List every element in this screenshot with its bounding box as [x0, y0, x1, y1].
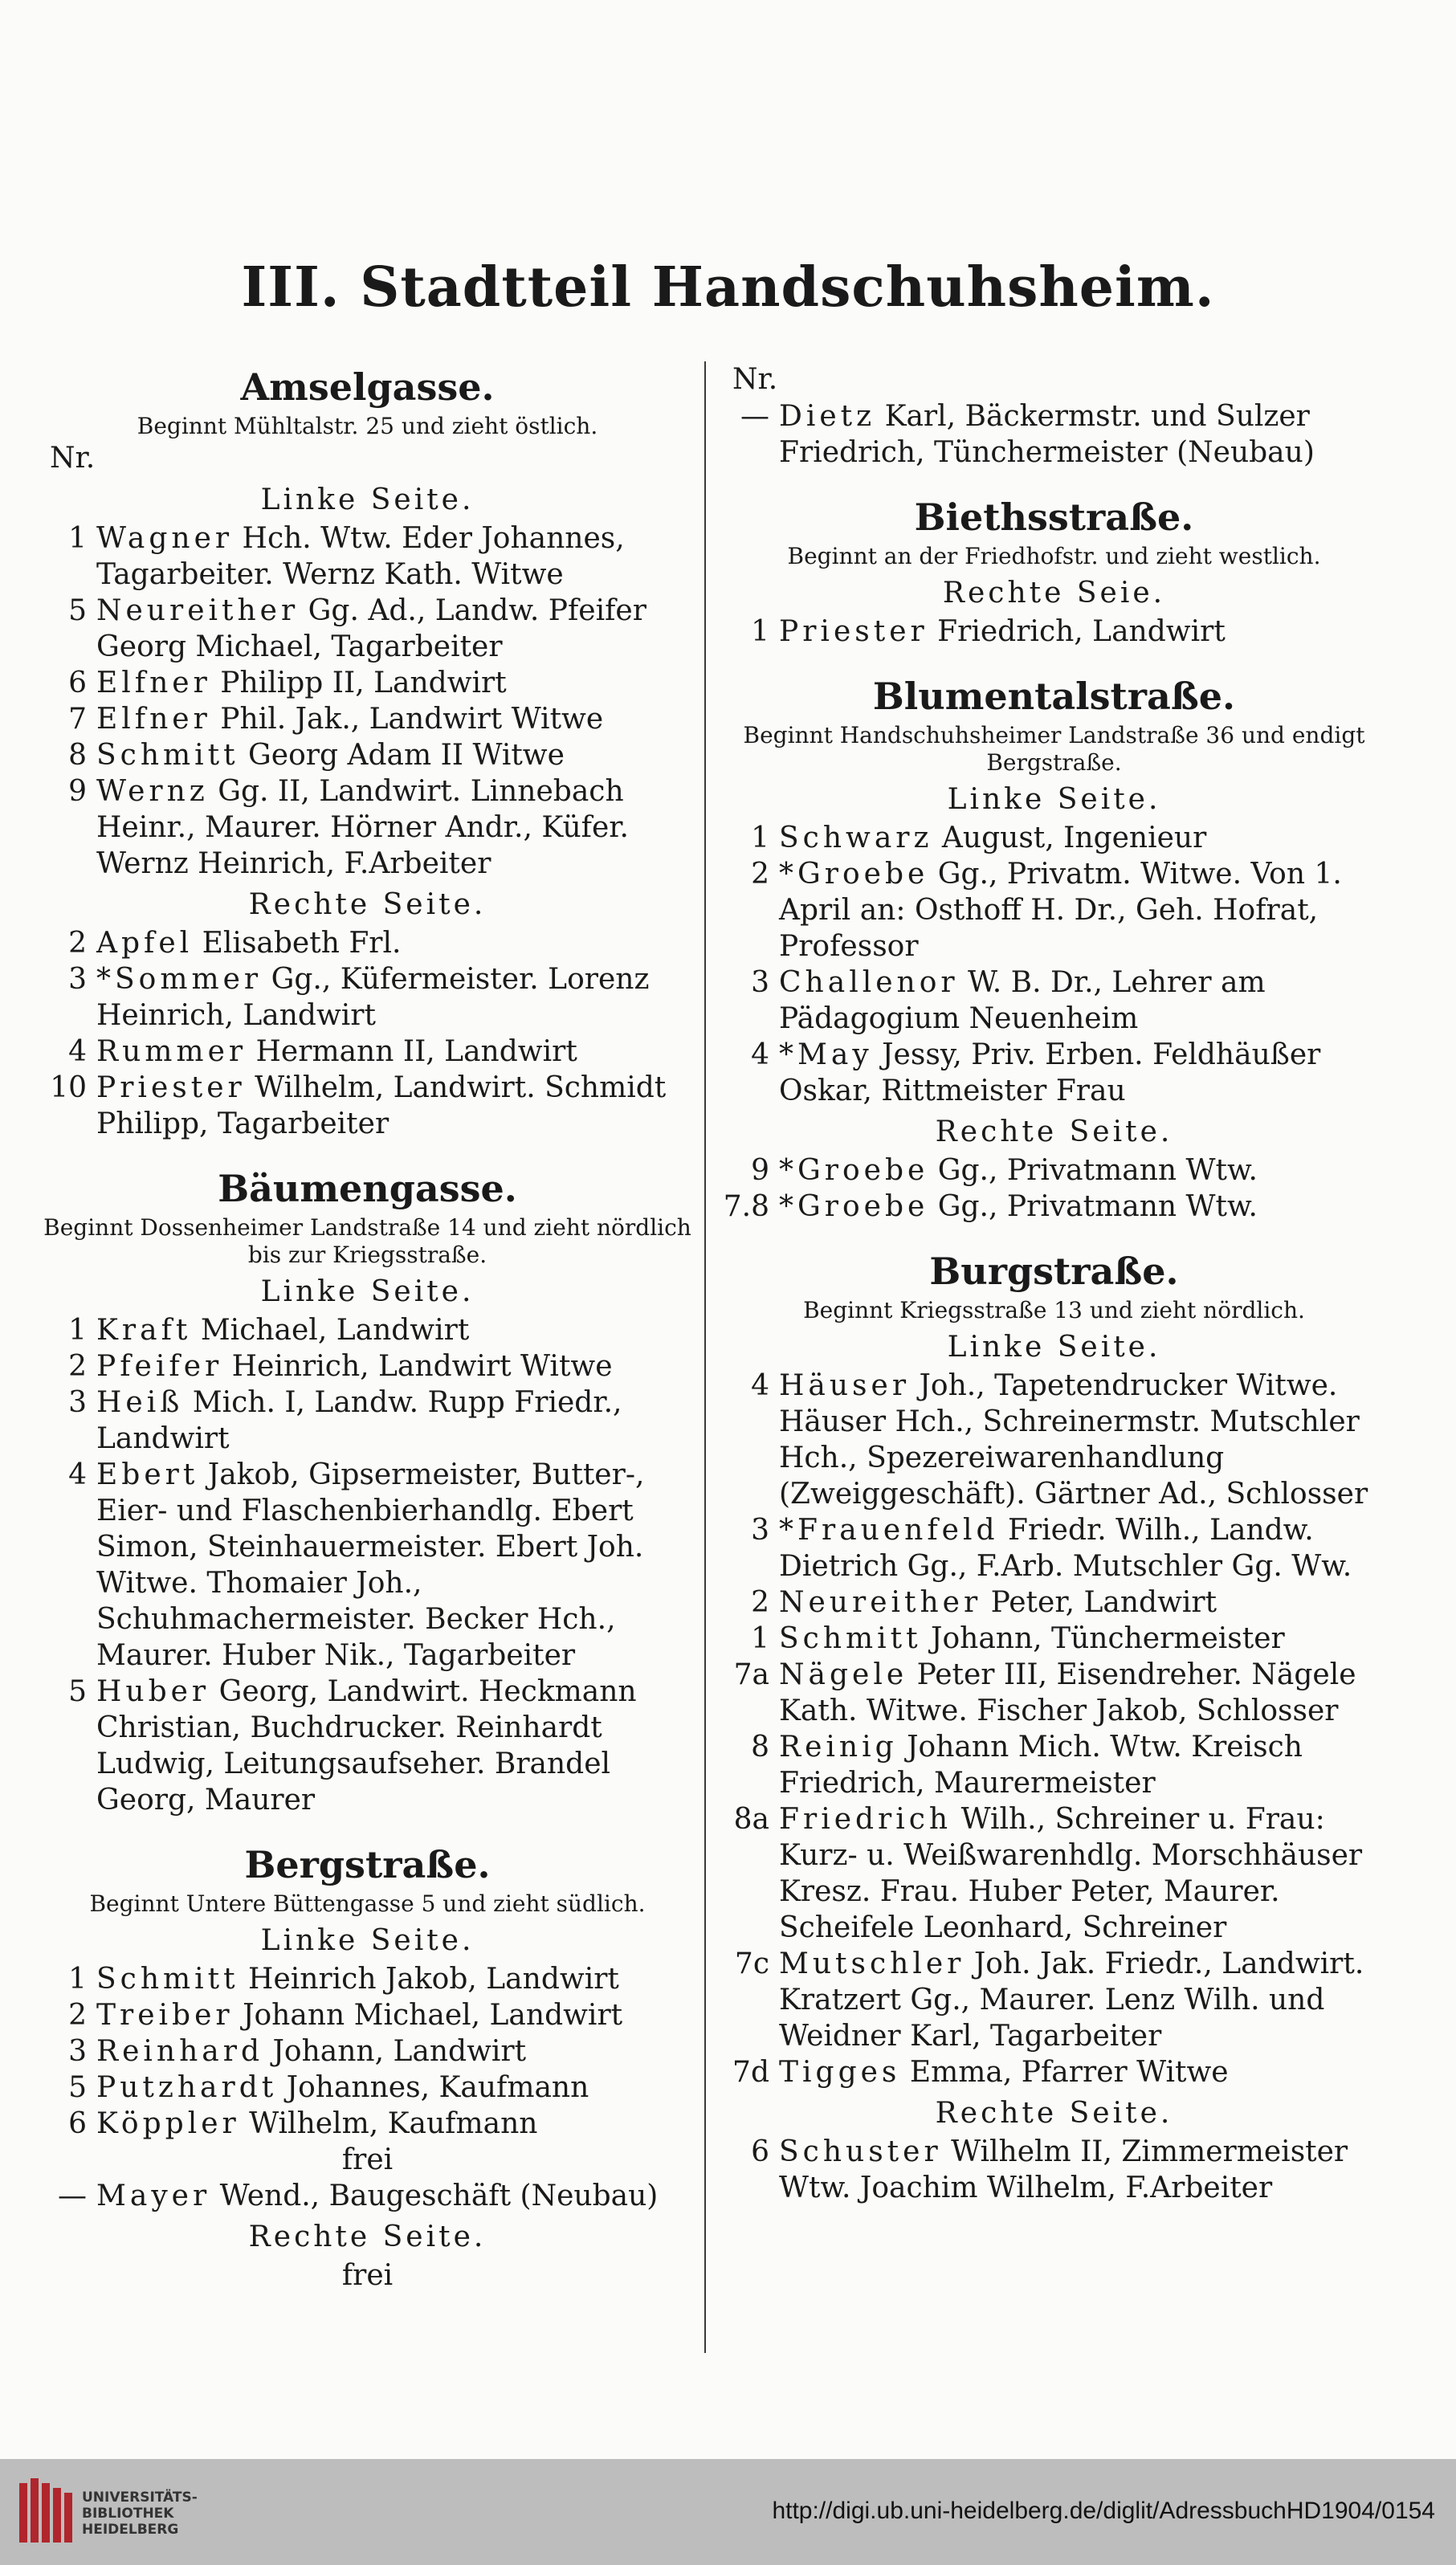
directory-entry	[32, 1674, 703, 1818]
resident-details: Georg Adam II Witwe	[248, 739, 565, 772]
house-number: 2	[68, 1350, 87, 1383]
entry-text	[96, 1034, 703, 1070]
resident-details: Hermann II, Landwirt	[255, 1035, 577, 1068]
resident-surname: Schuster	[779, 2135, 942, 2168]
resident-surname: Neureither	[779, 1586, 982, 1619]
entry-text	[96, 665, 703, 701]
street-name: Biethsstraße.	[914, 495, 1194, 539]
resident-surname: Reinig	[779, 1731, 898, 1764]
house-number: 3	[68, 2035, 87, 2068]
entry-text	[779, 2054, 1393, 2090]
directory-entry	[32, 520, 703, 593]
directory-entry	[32, 1070, 703, 1142]
street-description: Beginnt Handschuhsheimer Landstraße 36 und endigt Bergstraße.	[743, 722, 1365, 776]
entry-text	[779, 1801, 1393, 1946]
street-description: Beginnt Kriegsstraße 13 und zieht nördlich.	[803, 1297, 1305, 1323]
house-number: 2	[68, 927, 87, 960]
house-number: 1	[68, 1314, 87, 1347]
directory-entry	[32, 773, 703, 882]
house-number: 7.8	[723, 1190, 769, 1223]
street-description: Beginnt Dossenheimer Landstraße 14 und zieht nördlich bis zur Kriegsstraße.	[43, 1214, 691, 1268]
house-number: 3	[68, 963, 87, 996]
resident-surname: Häuser	[779, 1369, 911, 1402]
street-side-heading: Rechte Seite.	[935, 1115, 1173, 1148]
entry-text	[96, 701, 703, 737]
house-number: 7a	[733, 1658, 769, 1691]
resident-details: Joh., Tapetendrucker Witwe. Häuser Hch., Schreinermstr. Mutschler Hch., Spezereiwarenhandlung (Zweiggeschäft). Gärtner Ad., Schlosser	[779, 1369, 1368, 1511]
resident-surname: Apfel	[96, 927, 194, 960]
entry-text	[779, 1037, 1393, 1109]
resident-details: Johann Michael, Landwirt	[243, 1999, 623, 2032]
resident-details: Wilhelm II, Zimmermeister Wtw. Joachim Wilhelm, F.Arbeiter	[779, 2135, 1348, 2204]
directory-entry	[715, 1152, 1393, 1189]
directory-entry	[32, 2033, 703, 2070]
resident-surname: Wagner	[96, 522, 234, 555]
entry-text	[779, 1512, 1393, 1584]
entry-text	[779, 1584, 1393, 1621]
right-column	[715, 361, 1393, 2206]
resident-details: Philipp II, Landwirt	[220, 667, 507, 699]
resident-surname: Pfeifer	[96, 1350, 223, 1383]
entry-text	[96, 1674, 703, 1818]
entry-text	[96, 520, 703, 593]
vacant-lot-note: frei	[341, 2259, 394, 2292]
house-number: 3	[68, 1386, 87, 1419]
entry-text	[779, 1152, 1393, 1189]
directory-entry	[32, 1312, 703, 1348]
house-number: 1	[751, 822, 769, 854]
entry-text	[96, 1961, 703, 1997]
resident-details: Friedr. Wilh., Landw. Dietrich Gg., F.Arb. Mutschler Gg. Ww.	[779, 1514, 1352, 1583]
resident-surname: Challenor	[779, 966, 959, 999]
resident-surname: *Groebe	[779, 1154, 929, 1187]
resident-details: Peter III, Eisendreher. Nägele Kath. Witwe. Fischer Jakob, Schlosser	[779, 1658, 1356, 1727]
library-name-line: HEIDELBERG	[82, 2522, 179, 2538]
resident-surname: Schmitt	[96, 739, 239, 772]
resident-details: Johann Mich. Wtw. Kreisch Friedrich, Maurermeister	[779, 1731, 1303, 1800]
resident-surname: *Groebe	[779, 858, 929, 891]
directory-entry	[715, 1037, 1393, 1109]
directory-entry	[715, 398, 1393, 471]
street-section	[32, 1839, 703, 2294]
resident-surname: Mutschler	[779, 1947, 965, 1980]
resident-surname: Elfner	[96, 667, 211, 699]
resident-surname: *Sommer	[96, 963, 263, 996]
resident-details: Gg., Küfermeister. Lorenz Heinrich, Landwirt	[96, 963, 650, 1032]
resident-details: Gg., Privatmann Wtw.	[937, 1190, 1258, 1223]
entry-text	[96, 1070, 703, 1142]
resident-surname: Rummer	[96, 1035, 247, 1068]
house-number: 4	[751, 1369, 769, 1402]
source-url-link[interactable]: http://digi.ub.uni-heidelberg.de/diglit/AdressbuchHD1904/0154	[772, 2498, 1435, 2524]
entry-text	[779, 1946, 1393, 2054]
resident-surname: Neureither	[96, 594, 300, 627]
entry-text	[96, 1457, 703, 1674]
number-column-header: Nr.	[732, 363, 778, 396]
resident-details: Jessy, Priv. Erben. Feldhäußer Oskar, Rittmeister Frau	[779, 1038, 1321, 1107]
house-number: 3	[751, 966, 769, 999]
directory-entry	[32, 1348, 703, 1384]
vacant-lot-note: frei	[341, 2143, 394, 2176]
column-divider	[704, 361, 706, 2353]
street-description: Beginnt an der Friedhofstr. und zieht westlich.	[787, 543, 1321, 569]
entry-text	[779, 964, 1393, 1037]
entry-text	[96, 1997, 703, 2033]
directory-entry	[715, 1512, 1393, 1584]
resident-surname: Friedrich	[779, 1803, 952, 1836]
resident-surname: Treiber	[96, 1999, 234, 2032]
house-number: 4	[68, 1458, 87, 1491]
resident-details: Gg. II, Landwirt. Linnebach Heinr., Maurer. Hörner Andr., Küfer. Wernz Heinrich, F.Arbeiter	[96, 775, 629, 880]
entry-text	[779, 1621, 1393, 1657]
street-side-heading: Linke Seite.	[260, 1924, 475, 1957]
directory-entry	[32, 1997, 703, 2033]
house-number: 6	[68, 667, 87, 699]
directory-entry	[32, 925, 703, 961]
entry-text	[779, 1368, 1393, 1512]
street-name: Amselgasse.	[240, 365, 495, 409]
entry-text	[96, 1384, 703, 1457]
directory-entry	[32, 593, 703, 665]
resident-surname: Schmitt	[96, 1963, 239, 1996]
directory-entry	[32, 701, 703, 737]
library-name	[82, 2490, 198, 2538]
resident-surname: Schmitt	[779, 1622, 922, 1655]
house-number: 10	[50, 1071, 87, 1104]
directory-entry	[32, 1961, 703, 1997]
entry-text	[96, 925, 703, 961]
resident-surname: Priester	[779, 615, 928, 648]
resident-details: Heinrich Jakob, Landwirt	[248, 1963, 619, 1996]
resident-details: Wilhelm, Kaufmann	[249, 2107, 538, 2140]
resident-details: Wilhelm, Landwirt. Schmidt Philipp, Tagarbeiter	[96, 1071, 667, 1140]
resident-surname: Tigges	[779, 2056, 901, 2089]
street-side-heading: Linke Seite.	[260, 483, 475, 516]
house-number: 2	[751, 1586, 769, 1619]
resident-details: Phil. Jak., Landwirt Witwe	[220, 703, 604, 736]
directory-entry	[32, 2070, 703, 2106]
street-section	[32, 1163, 703, 1818]
resident-surname: Schwarz	[779, 822, 933, 854]
resident-details: August, Ingenieur	[941, 822, 1207, 854]
resident-surname: Nägele	[779, 1658, 908, 1691]
directory-entry	[32, 2178, 703, 2214]
resident-details: Friedrich, Landwirt	[937, 615, 1226, 648]
entry-text	[779, 1657, 1393, 1729]
resident-details: Hch. Wtw. Eder Johannes, Tagarbeiter. Wernz Kath. Witwe	[96, 522, 625, 591]
street-section	[715, 491, 1393, 650]
resident-surname: Putzhardt	[96, 2071, 278, 2104]
resident-surname: *Groebe	[779, 1190, 929, 1223]
house-number: 2	[68, 1999, 87, 2032]
street-section	[32, 361, 703, 1142]
resident-surname: Huber	[96, 1675, 210, 1708]
entry-text	[96, 737, 703, 773]
resident-details: Heinrich, Landwirt Witwe	[231, 1350, 613, 1383]
directory-entry	[32, 961, 703, 1034]
library-name-line: BIBLIOTHEK	[82, 2506, 174, 2522]
university-library-logo-icon	[18, 2477, 75, 2549]
house-number: 2	[751, 858, 769, 891]
street-side-heading: Rechte Seite.	[248, 888, 487, 921]
directory-entry	[715, 1621, 1393, 1657]
resident-surname: Reinhard	[96, 2035, 264, 2068]
directory-entry	[715, 1946, 1393, 2054]
directory-entry	[715, 820, 1393, 856]
house-number: —	[740, 400, 769, 433]
house-number: 5	[68, 1675, 87, 1708]
entry-text	[96, 2033, 703, 2070]
street-side-heading: Rechte Seite.	[248, 2220, 487, 2253]
resident-details: Gg., Privatmann Wtw.	[937, 1154, 1258, 1187]
house-number: 8	[68, 739, 87, 772]
entry-text	[96, 1348, 703, 1384]
street-side-heading: Linke Seite.	[260, 1275, 475, 1308]
house-number: —	[58, 2180, 87, 2212]
resident-surname: Wernz	[96, 775, 209, 808]
resident-surname: *Frauenfeld	[779, 1514, 999, 1547]
street-name: Bergstraße.	[244, 1843, 491, 1886]
resident-details: Wend., Baugeschäft (Neubau)	[219, 2180, 659, 2212]
house-number: 8	[751, 1731, 769, 1764]
directory-entry	[715, 1729, 1393, 1801]
house-number: 1	[68, 522, 87, 555]
entry-text	[779, 820, 1393, 856]
directory-entry	[715, 856, 1393, 964]
resident-surname: *May	[779, 1038, 873, 1071]
resident-details: Gg., Privatm. Witwe. Von 1. April an: Osthoff H. Dr., Geh. Hofrat, Professor	[779, 858, 1342, 963]
entry-text	[779, 1729, 1393, 1801]
house-number: 7	[68, 703, 87, 736]
house-number: 6	[751, 2135, 769, 2168]
resident-details: Johann, Tünchermeister	[931, 1622, 1285, 1655]
resident-surname: Köppler	[96, 2107, 240, 2140]
entry-text	[96, 2178, 703, 2214]
entry-text	[779, 2134, 1393, 2206]
directory-entry	[715, 2054, 1393, 2090]
house-number: 5	[68, 594, 87, 627]
left-column	[32, 361, 703, 2294]
directory-entry	[715, 964, 1393, 1037]
entry-text	[96, 773, 703, 882]
resident-surname: Mayer	[96, 2180, 211, 2212]
house-number: 9	[68, 775, 87, 808]
house-number: 1	[751, 1622, 769, 1655]
resident-details: Johann, Landwirt	[272, 2035, 527, 2068]
entry-text	[96, 2106, 703, 2142]
directory-entry	[715, 614, 1393, 650]
directory-entry	[715, 1368, 1393, 1512]
resident-details: Elisabeth Frl.	[202, 927, 402, 960]
directory-entry	[32, 1034, 703, 1070]
street-name: Blumentalstraße.	[872, 675, 1236, 718]
entry-text	[96, 2070, 703, 2106]
resident-details: Mich. I, Landw. Rupp Friedr., Landwirt	[96, 1386, 622, 1455]
footer-bar	[0, 2459, 1456, 2565]
house-number: 9	[751, 1154, 769, 1187]
house-number: 1	[68, 1963, 87, 1996]
house-number: 6	[68, 2107, 87, 2140]
directory-entry	[32, 737, 703, 773]
directory-entry	[715, 1801, 1393, 1946]
street-name: Bäumengasse.	[218, 1167, 517, 1210]
street-side-heading: Linke Seite.	[947, 1331, 1161, 1364]
resident-surname: Ebert	[96, 1458, 199, 1491]
house-number: 8a	[733, 1803, 769, 1836]
street-description: Beginnt Untere Büttengasse 5 und zieht südlich.	[89, 1890, 646, 1917]
directory-entry	[32, 1457, 703, 1674]
library-name-line: UNIVERSITÄTS-	[82, 2490, 198, 2506]
directory-entry	[32, 2106, 703, 2142]
resident-details: Michael, Landwirt	[200, 1314, 470, 1347]
resident-surname: Kraft	[96, 1314, 192, 1347]
directory-entry	[715, 1657, 1393, 1729]
resident-details: Georg, Landwirt. Heckmann Christian, Buchdrucker. Reinhardt Ludwig, Leitungsaufseher. Brandel Georg, Maurer	[96, 1675, 637, 1817]
directory-entry	[715, 2134, 1393, 2206]
resident-details: Emma, Pfarrer Witwe	[909, 2056, 1229, 2089]
page-title: III. Stadtteil Handschuhsheim.	[241, 255, 1215, 320]
entry-text	[96, 593, 703, 665]
resident-details: Jakob, Gipsermeister, Butter-, Eier- und Flaschenbierhandlg. Ebert Simon, Steinhauermeister. Ebert Joh. Witwe. Thomaier Joh., Schuhmachermeister. Becker Hch., Maurer. Huber Nik., Tagarbeiter	[96, 1458, 645, 1672]
resident-details: Peter, Landwirt	[990, 1586, 1217, 1619]
house-number: 4	[68, 1035, 87, 1068]
entry-text	[96, 961, 703, 1034]
resident-details: Johannes, Kaufmann	[286, 2071, 589, 2104]
house-number: 5	[68, 2071, 87, 2104]
directory-entry	[715, 1584, 1393, 1621]
resident-details: Joh. Jak. Friedr., Landwirt. Kratzert Gg., Maurer. Lenz Wilh. und Weidner Karl, Tagarbeiter	[779, 1947, 1364, 2053]
resident-surname: Elfner	[96, 703, 211, 736]
house-number: 3	[751, 1514, 769, 1547]
resident-details: Wilh., Schreiner u. Frau: Kurz- u. Weißwarenhdlg. Morschhäuser Kresz. Frau. Huber Peter, Maurer. Scheifele Leonhard, Schreiner	[779, 1803, 1363, 1944]
directory-entry	[32, 1384, 703, 1457]
number-column-header: Nr.	[50, 442, 96, 475]
house-number: 7d	[732, 2056, 769, 2089]
street-side-heading: Rechte Seie.	[942, 577, 1166, 610]
resident-details: Gg. Ad., Landw. Pfeifer Georg Michael, Tagarbeiter	[96, 594, 646, 663]
entry-text	[779, 398, 1393, 471]
street-section	[715, 361, 1393, 471]
entry-text	[779, 614, 1393, 650]
house-number: 1	[751, 615, 769, 648]
house-number: 7c	[734, 1947, 769, 1980]
street-description: Beginnt Mühltalstr. 25 und zieht östlich.	[137, 413, 598, 439]
street-section	[715, 1246, 1393, 2206]
directory-entry	[32, 665, 703, 701]
entry-text	[779, 1189, 1393, 1225]
street-section	[715, 671, 1393, 1225]
entry-text	[96, 1312, 703, 1348]
resident-details: W. B. Dr., Lehrer am Pädagogium Neuenheim	[779, 966, 1266, 1035]
street-side-heading: Linke Seite.	[947, 783, 1161, 816]
resident-details: Karl, Bäckermstr. und Sulzer Friedrich, Tünchermeister (Neubau)	[779, 400, 1315, 469]
street-side-heading: Rechte Seite.	[935, 2097, 1173, 2130]
directory-entry	[715, 1189, 1393, 1225]
house-number: 4	[751, 1038, 769, 1071]
street-name: Burgstraße.	[929, 1250, 1179, 1293]
resident-surname: Heiß	[96, 1386, 184, 1419]
entry-text	[779, 856, 1393, 964]
resident-surname: Dietz	[779, 400, 876, 433]
resident-surname: Priester	[96, 1071, 246, 1104]
